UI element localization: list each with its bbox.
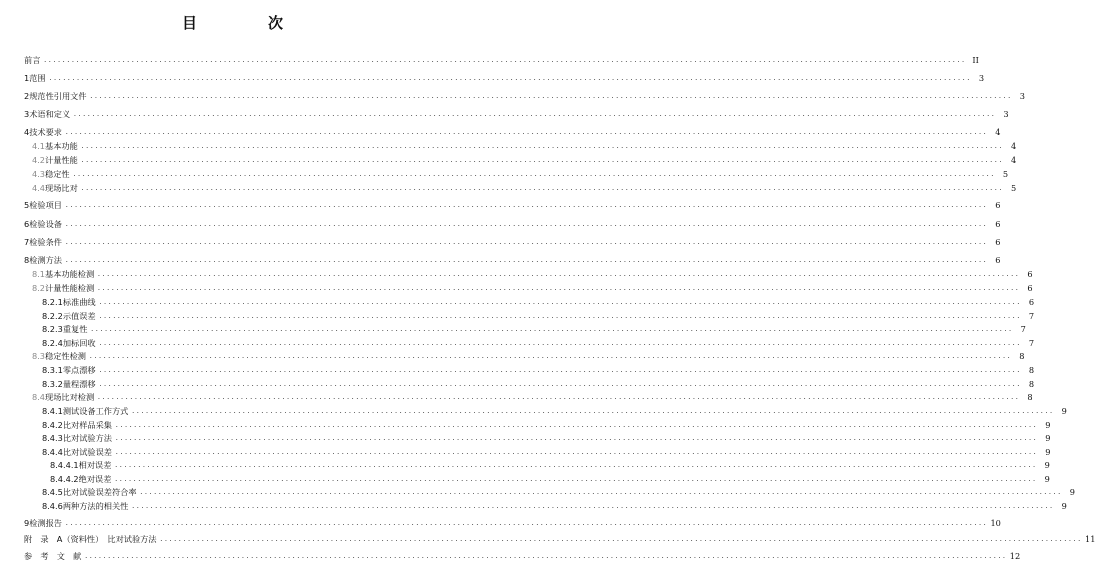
toc-entry-label: 稳定性 — [45, 169, 70, 179]
toc-entry-number: 前 — [24, 55, 33, 65]
toc-entry[interactable] — [24, 405, 1067, 417]
dot-leader: ........................................................................................................................................................................................................ — [64, 129, 988, 136]
toc-entry-number: 4 — [24, 127, 30, 137]
toc-entry[interactable] — [24, 282, 1033, 294]
toc-entry-page: 6 — [995, 255, 1001, 265]
toc-entry-label: （资料性） 比对试验方法 — [62, 534, 157, 544]
toc-entry-label: 标准曲线 — [62, 297, 96, 307]
dot-leader: ........................................................................................................................................................................................................ — [73, 111, 996, 118]
toc-entry-page: 3 — [978, 73, 985, 83]
toc-entry-label: 比对试验误差 — [62, 447, 112, 457]
toc-entry[interactable] — [24, 54, 979, 66]
toc-entry-page: 3 — [1019, 91, 1026, 101]
toc-entry-page: 8 — [1027, 392, 1033, 402]
toc-entry-page: 11 — [1084, 534, 1095, 544]
toc-entry-number: 8.4.4.2 — [50, 474, 79, 484]
dot-leader: ........................................................................................................................................................................................................ — [43, 57, 966, 64]
toc-entry-label: 绝对误差 — [78, 474, 112, 484]
dot-leader: ........................................................................................................................................................................................................ — [159, 536, 1082, 543]
toc-entry-label: 言 — [32, 55, 41, 65]
dot-leader: ........................................................................................................................................................................................................ — [48, 75, 972, 82]
toc-entry-page: 9 — [1061, 406, 1067, 416]
dot-leader: ........................................................................................................................................................................................................ — [97, 394, 1020, 401]
dot-leader: ........................................................................................................................................................................................................ — [80, 143, 1004, 150]
toc-entry-page: 4 — [1011, 141, 1017, 151]
toc-entry[interactable] — [24, 550, 1021, 562]
toc-entry-number: 8.3 — [32, 351, 46, 361]
toc-entry[interactable] — [24, 533, 1095, 545]
toc-entry-label: 基本功能 — [45, 141, 78, 151]
toc-entry-number: 8.3.2 — [42, 379, 63, 389]
toc-entry-number: 8.2.2 — [42, 311, 63, 321]
toc-entry-number: 2 — [24, 91, 30, 101]
toc-entry-number: 8.1 — [32, 269, 46, 279]
toc-entry[interactable] — [24, 459, 1050, 471]
toc-entry-label: 检测方法 — [29, 255, 62, 265]
toc-entry-page: 12 — [1009, 551, 1021, 561]
toc-entry-number: 8.4.1 — [42, 406, 63, 416]
dot-leader: ........................................................................................................................................................................................................ — [131, 408, 1054, 415]
toc-entry-label: 术语和定义 — [29, 109, 71, 119]
toc-entry-label: 检验条件 — [29, 237, 62, 247]
toc-entry[interactable] — [24, 72, 985, 84]
dot-leader: ........................................................................................................................................................................................................ — [114, 422, 1038, 429]
toc-entry[interactable] — [24, 310, 1035, 322]
dot-leader: ........................................................................................................................................................................................................ — [88, 353, 1012, 360]
toc-entry-label: 技术要求 — [29, 127, 62, 137]
toc-entry-number: 8.4.2 — [42, 420, 63, 430]
toc-entry-number: 1 — [24, 73, 30, 83]
toc-entry-label: 现场比对检测 — [45, 392, 95, 402]
toc-entry-page: II — [972, 55, 979, 65]
toc-entry-page: 9 — [1045, 420, 1051, 430]
toc-entry-page: 4 — [1011, 155, 1017, 165]
toc-entry-page: 9 — [1045, 433, 1051, 443]
dot-leader: ........................................................................................................................................................................................................ — [64, 221, 988, 228]
toc-entry-label: 相对误差 — [78, 460, 112, 470]
toc-entry-number: 附 录 A — [24, 534, 63, 544]
toc-entry-label: 加标回收 — [62, 338, 96, 348]
dot-leader: ........................................................................................................................................................................................................ — [80, 185, 1004, 192]
dot-leader: ........................................................................................................................................................................................................ — [64, 257, 988, 264]
toc-entry-label: 测试设备工作方式 — [62, 406, 129, 416]
toc-entry-page: 5 — [1011, 183, 1017, 193]
toc-entry-page: 3 — [1003, 109, 1009, 119]
toc-entry-number: 8.4.3 — [42, 433, 63, 443]
toc-entry-number: 8.4 — [32, 392, 46, 402]
toc-entry-page: 10 — [990, 518, 1001, 528]
toc-entry-label: 比对试验方法 — [62, 433, 112, 443]
toc-entry-number: 8.2.3 — [42, 324, 63, 334]
toc-entry-page: 8 — [1028, 379, 1035, 389]
toc-entry-number: 3 — [24, 109, 30, 119]
toc-entry-page: 8 — [1028, 365, 1035, 375]
toc-entry[interactable] — [24, 199, 1001, 211]
toc-entry-label: 计量性能 — [45, 155, 78, 165]
toc-entry-number: 8.3.1 — [42, 365, 63, 375]
toc-entry[interactable] — [24, 90, 1026, 102]
toc-entry[interactable] — [24, 364, 1035, 376]
toc-entry[interactable] — [24, 473, 1050, 485]
toc-entry-number: 4.2 — [32, 155, 46, 165]
toc-entry[interactable] — [24, 323, 1026, 335]
toc-title: 目 次 — [181, 14, 311, 32]
toc-entry-label: 检验设备 — [29, 219, 62, 229]
toc-entry-page: 9 — [1044, 474, 1050, 484]
dot-leader: ........................................................................................................................................................................................................ — [64, 202, 988, 209]
dot-leader: ........................................................................................................................................................................................................ — [114, 449, 1038, 456]
toc-entry[interactable] — [24, 432, 1051, 444]
toc-entry-page: 9 — [1044, 460, 1050, 470]
toc-entry[interactable] — [24, 419, 1051, 431]
toc-entry-label: 比对试验误差符合率 — [62, 487, 137, 497]
toc-entry-label: 检测报告 — [29, 518, 62, 528]
toc-entry-page: 7 — [1028, 338, 1035, 348]
toc-entry-label: 范围 — [29, 73, 46, 83]
dot-leader: ........................................................................................................................................................................................................ — [98, 313, 1022, 320]
toc-entry[interactable] — [24, 236, 1001, 248]
toc-entry-page: 6 — [1027, 269, 1033, 279]
toc-entry-label: 现场比对 — [45, 183, 78, 193]
dot-leader: ........................................................................................................................................................................................................ — [139, 489, 1063, 496]
toc-entry-number: 4.4 — [32, 183, 46, 193]
toc-entry-number: 4.3 — [32, 169, 46, 179]
toc-entry-number: 8.4.4.1 — [50, 460, 79, 470]
toc-entry-label: 稳定性检测 — [45, 351, 86, 361]
toc-entry-page: 8 — [1019, 351, 1025, 361]
toc-entry-page: 9 — [1061, 501, 1067, 511]
toc-entry-page: 9 — [1069, 487, 1076, 497]
dot-leader: ........................................................................................................................................................................................................ — [80, 157, 1004, 164]
toc-entry-number: 7 — [24, 237, 30, 247]
dot-leader: ........................................................................................................................................................................................................ — [72, 171, 996, 178]
toc-entry[interactable] — [24, 254, 1001, 266]
toc-entry-page: 6 — [1027, 283, 1033, 293]
toc-entry[interactable] — [24, 296, 1035, 308]
toc-entry[interactable] — [24, 486, 1076, 498]
toc-entry-label: 两种方法的相关性 — [62, 501, 129, 511]
toc-entry-page: 9 — [1045, 447, 1051, 457]
toc-entry-number: 8.4.6 — [42, 501, 63, 511]
toc-entry[interactable] — [24, 140, 1017, 152]
toc-entry-label: 检验项目 — [29, 200, 62, 210]
toc-entry-number: 8 — [24, 255, 30, 265]
toc-entry-number: 8.2.4 — [42, 338, 63, 348]
toc-entry[interactable] — [24, 182, 1017, 194]
toc-entry[interactable] — [24, 268, 1033, 280]
toc-entry-label: 示值误差 — [62, 311, 96, 321]
dot-leader: ........................................................................................................................................................................................................ — [114, 462, 1037, 469]
toc-entry-number: 参 考 文 献 — [24, 551, 82, 561]
dot-leader: ........................................................................................................................................................................................................ — [131, 503, 1054, 510]
toc-entry-page: 7 — [1020, 324, 1026, 334]
toc-entry-label: 规范性引用文件 — [29, 91, 87, 101]
dot-leader: ........................................................................................................................................................................................................ — [98, 381, 1022, 388]
toc-entry-label: 重复性 — [62, 324, 88, 334]
toc-entry[interactable] — [24, 108, 1009, 120]
toc-entry[interactable] — [24, 218, 1001, 230]
toc-entry-label: 基本功能检测 — [45, 269, 95, 279]
dot-leader: ........................................................................................................................................................................................................ — [89, 93, 1013, 100]
toc-entry-label: 计量性能检测 — [45, 283, 95, 293]
dot-leader: ........................................................................................................................................................................................................ — [64, 239, 988, 246]
toc-entry-label: 量程漂移 — [62, 379, 96, 389]
dot-leader: ........................................................................................................................................................................................................ — [90, 326, 1013, 333]
toc-entry-page: 6 — [995, 200, 1001, 210]
toc-entry-page: 4 — [995, 127, 1001, 137]
toc-entry[interactable] — [24, 446, 1051, 458]
dot-leader: ........................................................................................................................................................................................................ — [84, 553, 1007, 560]
toc-entry-number: 6 — [24, 219, 30, 229]
toc-entry[interactable] — [24, 391, 1033, 403]
toc-entry[interactable] — [24, 154, 1017, 166]
toc-entry[interactable] — [24, 378, 1035, 390]
dot-leader: ........................................................................................................................................................................................................ — [98, 340, 1022, 347]
dot-leader: ........................................................................................................................................................................................................ — [64, 520, 988, 527]
dot-leader: ........................................................................................................................................................................................................ — [114, 476, 1037, 483]
toc-entry[interactable] — [24, 517, 1001, 529]
dot-leader: ........................................................................................................................................................................................................ — [98, 367, 1022, 374]
toc-entry-page: 6 — [995, 219, 1001, 229]
toc-entry-page: 7 — [1028, 311, 1035, 321]
toc-entry-number: 9 — [24, 518, 30, 528]
toc-entry[interactable] — [24, 350, 1025, 362]
toc-entry-number: 4.1 — [32, 141, 46, 151]
dot-leader: ........................................................................................................................................................................................................ — [98, 299, 1022, 306]
toc-entry-number: 8.2 — [32, 283, 46, 293]
toc-entry[interactable] — [24, 337, 1035, 349]
toc-entry[interactable] — [24, 168, 1009, 180]
dot-leader: ........................................................................................................................................................................................................ — [114, 435, 1038, 442]
toc-entry[interactable] — [24, 126, 1001, 138]
toc-entry-number: 8.4.5 — [42, 487, 63, 497]
toc-entry-number: 8.2.1 — [42, 297, 63, 307]
dot-leader: ........................................................................................................................................................................................................ — [97, 285, 1020, 292]
toc-entry-number: 5 — [24, 200, 30, 210]
dot-leader: ........................................................................................................................................................................................................ — [97, 271, 1020, 278]
toc-entry-page: 6 — [995, 237, 1001, 247]
toc-entry-page: 5 — [1002, 169, 1009, 179]
toc-entry-label: 比对样品采集 — [62, 420, 112, 430]
toc-entry-page: 6 — [1028, 297, 1035, 307]
toc-entry[interactable] — [24, 500, 1067, 512]
toc-entry-number: 8.4.4 — [42, 447, 63, 457]
toc-entry-label: 零点漂移 — [62, 365, 96, 375]
